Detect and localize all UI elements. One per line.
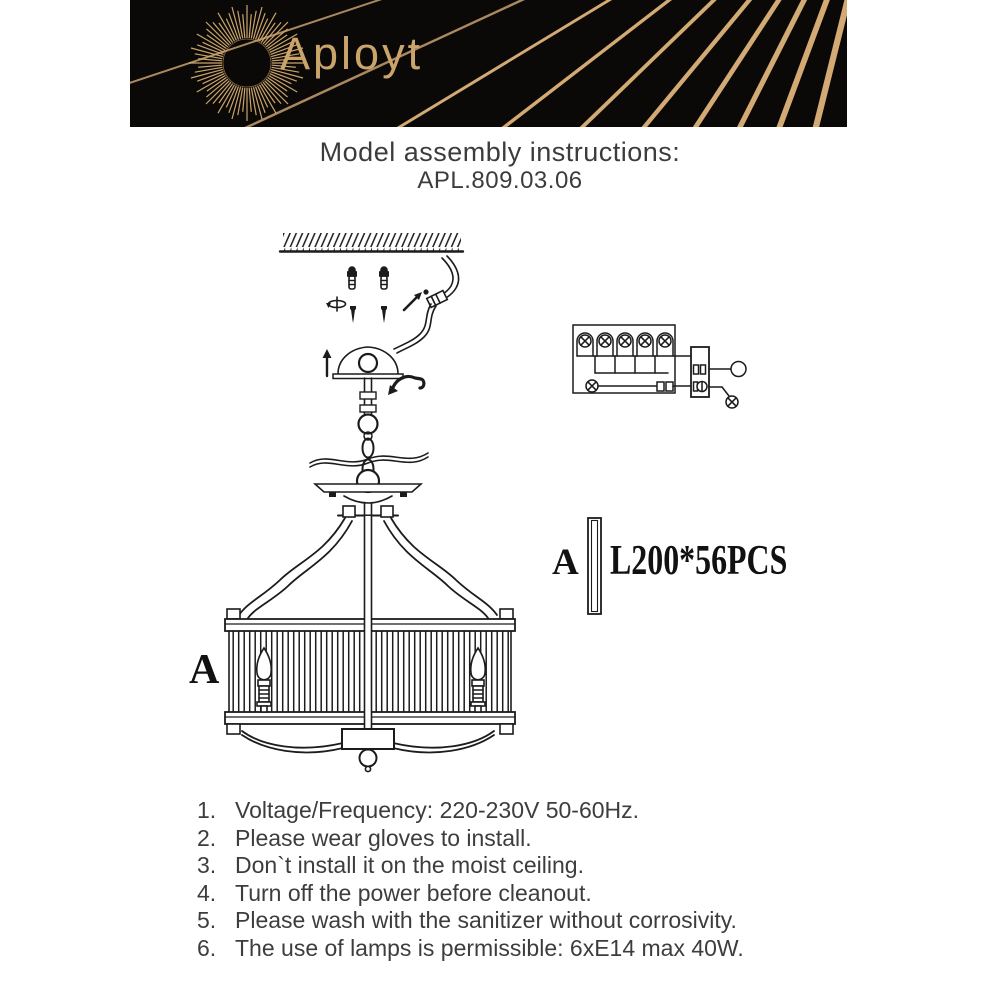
instruction-item bbox=[197, 935, 857, 963]
power-cord-icon bbox=[394, 256, 459, 353]
ceiling-hatch-icon bbox=[280, 233, 463, 252]
item-number: 5. bbox=[197, 907, 217, 934]
page-title: Model assembly instructions: bbox=[319, 137, 681, 167]
item-number: 2. bbox=[197, 824, 217, 851]
suspension-rod bbox=[310, 378, 428, 479]
instruction-item bbox=[197, 825, 857, 853]
item-text: Please wash with the sanitizer without corrosivity. bbox=[235, 907, 737, 934]
screw-rotation-icon bbox=[326, 297, 346, 311]
wall-plug-icons bbox=[348, 267, 388, 289]
lower-body bbox=[242, 729, 494, 772]
item-text: Turn off the power before cleanout. bbox=[235, 879, 592, 906]
screw-icons bbox=[350, 306, 387, 323]
item-text: Please wear gloves to install. bbox=[235, 824, 532, 851]
item-number: 4. bbox=[197, 879, 217, 906]
legend-label-a: A bbox=[552, 542, 579, 583]
item-number: 6. bbox=[197, 934, 217, 961]
item-text: Voltage/Frequency: 220-230V 50-60Hz. bbox=[235, 797, 640, 823]
instruction-item bbox=[197, 880, 857, 908]
instruction-item bbox=[197, 852, 857, 880]
item-text: The use of lamps is permissible: 6xE14 max 40W. bbox=[235, 934, 744, 961]
model-number: APL.809.03.06 bbox=[417, 167, 583, 194]
wiring-schematic bbox=[573, 325, 746, 408]
section-label-a: A bbox=[189, 647, 220, 693]
canopy bbox=[333, 347, 403, 379]
item-number: 1. bbox=[197, 797, 217, 823]
body-cap bbox=[315, 470, 421, 517]
legend-part-text: L200*56PCS bbox=[610, 538, 788, 584]
instruction-item bbox=[197, 797, 857, 825]
instructions-list bbox=[197, 797, 857, 963]
item-text: Don`t install it on the moist ceiling. bbox=[235, 852, 584, 879]
brand-logo-text: Aployt bbox=[280, 28, 424, 79]
hook-icon bbox=[388, 377, 424, 396]
center-rod bbox=[365, 516, 372, 730]
legend-rod bbox=[588, 518, 601, 614]
instruction-item bbox=[197, 907, 857, 935]
item-number: 3. bbox=[197, 852, 217, 879]
mount-arrow-icon bbox=[323, 349, 332, 376]
